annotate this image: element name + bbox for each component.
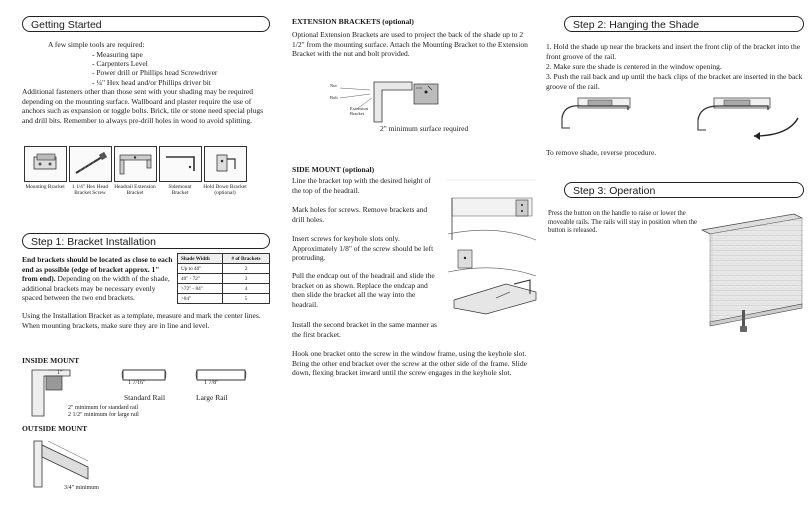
step3-paragraph: Press the button on the handle to raise or lower the moveable rails. The rails will stay in position when the button is released. xyxy=(548,210,698,235)
step2-item: 1. Hold the shade up near the brackets and insert the front clip of the bracket into the front groove of the rail. xyxy=(546,42,801,61)
remove-shade-note: To remove shade, reverse procedure. xyxy=(546,148,657,157)
table-row xyxy=(178,284,270,294)
part-box-mounting-bracket xyxy=(24,146,67,182)
side-mount-step: Install the second bracket in the same manner as the first bracket. xyxy=(292,320,437,339)
table-row xyxy=(178,294,270,304)
extension-heading: EXTENSION BRACKETS (optional) xyxy=(292,17,414,26)
hold-down-bracket-icon xyxy=(205,147,246,181)
standard-rail-dim: 1 7/16" xyxy=(128,380,146,386)
table-cell: 4 xyxy=(223,284,270,294)
tools-intro: A few simple tools are required: xyxy=(48,40,145,49)
step2-item: 3. Push the rail back and up until the back clips of the bracket are inserted in the back groove of the rail. xyxy=(546,72,803,91)
part-label: 1 1/4" Hex Head Bracket Screw xyxy=(71,184,109,197)
screw-icon xyxy=(70,147,111,181)
nut-label: Nut xyxy=(330,83,337,88)
table-row xyxy=(178,274,270,284)
tools-list xyxy=(92,50,217,87)
inside-mount-heading: INSIDE MOUNT xyxy=(22,356,80,365)
step1-template-paragraph: Using the Installation Bracket as a template, measure and mark the center lines. When mounting brackets, make sure they are in line and level. xyxy=(22,311,261,330)
column-right xyxy=(538,0,808,512)
large-rail-diagram xyxy=(194,366,248,386)
table-cell: >72" - 84" xyxy=(178,284,223,294)
inside-dim-label: 1" xyxy=(57,370,63,376)
extension-bracket-icon xyxy=(115,147,156,181)
tool-item: - ¼" Hex head and/or Phillips driver bit xyxy=(92,77,211,87)
large-rail-label: Large Rail xyxy=(196,393,228,402)
table-cell: 3 xyxy=(223,274,270,284)
bolt-label: Bolt xyxy=(330,95,338,100)
side-mount-diagram xyxy=(446,180,536,340)
column-left xyxy=(0,0,272,512)
step2-heading: Step 2: Hanging the Shade xyxy=(564,16,804,32)
part-label: Headrail Extension Bracket xyxy=(114,184,156,197)
table-cell: Up to 40" xyxy=(178,264,223,274)
part-label: Mounting Bracket xyxy=(25,184,65,190)
tool-item: - Carpenters Level xyxy=(92,59,148,69)
step1-heading: Step 1: Bracket Installation xyxy=(22,233,270,249)
table-cell: 5 xyxy=(223,294,270,304)
step1-bold-text: End brackets should be located as close to each end as possible (edge of bracket approx. 1" from end). xyxy=(22,255,173,284)
hanging-shade-diagram xyxy=(548,96,798,142)
getting-started-heading: Getting Started xyxy=(22,16,270,32)
fasteners-paragraph: Additional fasteners other than those sent with your shading may be required depending on the mounting surface. Wallboard and plaster require the use of anchors such as expansion or toggle bolts. Brick, tile or stone need special plugs and drill bits. Remember to always pre-drill holes in wood to avoid splitting. xyxy=(22,87,263,125)
table-cell: >84" xyxy=(178,294,223,304)
table-cell: 40" - 72" xyxy=(178,274,223,284)
side-mount-step: Mark holes for screws. Remove brackets and drill holes. xyxy=(292,205,428,224)
step2-item: 2. Make sure the shade is centered in the window opening. xyxy=(546,62,722,71)
table-header-cell: Shade Width xyxy=(178,254,223,264)
part-box-sidemount-bracket xyxy=(159,146,202,182)
table-header-row xyxy=(178,254,270,264)
side-mount-heading: SIDE MOUNT (optional) xyxy=(292,165,375,174)
side-mount-step: Pull the endcap out of the headrail and slide the bracket on as shown. Replace the endcap and then slide the bracket all the way into the headrail. xyxy=(292,271,435,309)
shade-operation-illustration xyxy=(698,206,806,338)
part-box-extension-bracket xyxy=(114,146,157,182)
outside-min-note: 3/4" minimum xyxy=(64,485,99,491)
inside-min-note-standard: 2" minimum for standard rail xyxy=(68,405,139,411)
sidemount-bracket-icon xyxy=(160,147,201,181)
extension-bracket-label: Extension Bracket xyxy=(350,106,368,116)
table-header-cell: # of Brackets xyxy=(223,254,270,264)
extension-paragraph: Optional Extension Brackets are used to project the back of the shade up to 2 1/2" from the mounting surface. Attach the Mounting Bracket to the Extension Bracket with the nut and bolt provided. xyxy=(292,30,528,59)
extension-caption: 2" minimum surface required xyxy=(380,124,469,133)
part-box-screw xyxy=(69,146,112,182)
mounting-bracket-icon xyxy=(25,147,66,181)
tool-item: - Measuring tape xyxy=(92,50,143,59)
table-cell: 2 xyxy=(223,264,270,274)
large-rail-dim: 1 7/8" xyxy=(204,380,219,386)
step3-heading: Step 3: Operation xyxy=(564,182,804,198)
part-box-hold-down-bracket xyxy=(204,146,247,182)
side-mount-step: Insert screws for keyhole slots only. Approximately 1/8" of the screw should be left protruding. xyxy=(292,234,434,263)
side-mount-hook-paragraph: Hook one bracket onto the screw in the window frame, using the keyhole slot. Bring the other end bracket over the screw at the other side of the frame. Slide down, flexing bracket inward until the screw engages in the keyhole slot. xyxy=(292,349,527,378)
table-row xyxy=(178,264,270,274)
tool-item: - Power drill or Phillips head Screwdriver xyxy=(92,68,218,78)
standard-rail-label: Standard Rail xyxy=(124,393,166,402)
bracket-count-table xyxy=(177,253,270,304)
step1-paragraph xyxy=(22,255,174,303)
part-label: Sidemount Bracket xyxy=(168,184,192,197)
outside-mount-heading: OUTSIDE MOUNT xyxy=(22,424,88,433)
step1-rest-text: Depending on the width of the shade, additional brackets may be necessary evenly spaced between the two end brackets. xyxy=(22,274,170,303)
inside-min-note-large: 2 1/2" minimum for large rail xyxy=(68,412,139,418)
part-label: Hold Down Bracket (optional) xyxy=(203,184,247,197)
outside-mount-diagram xyxy=(28,437,98,489)
side-mount-step: Line the bracket top with the desired height of the top of the headrail. xyxy=(292,176,431,195)
column-middle xyxy=(272,0,538,512)
